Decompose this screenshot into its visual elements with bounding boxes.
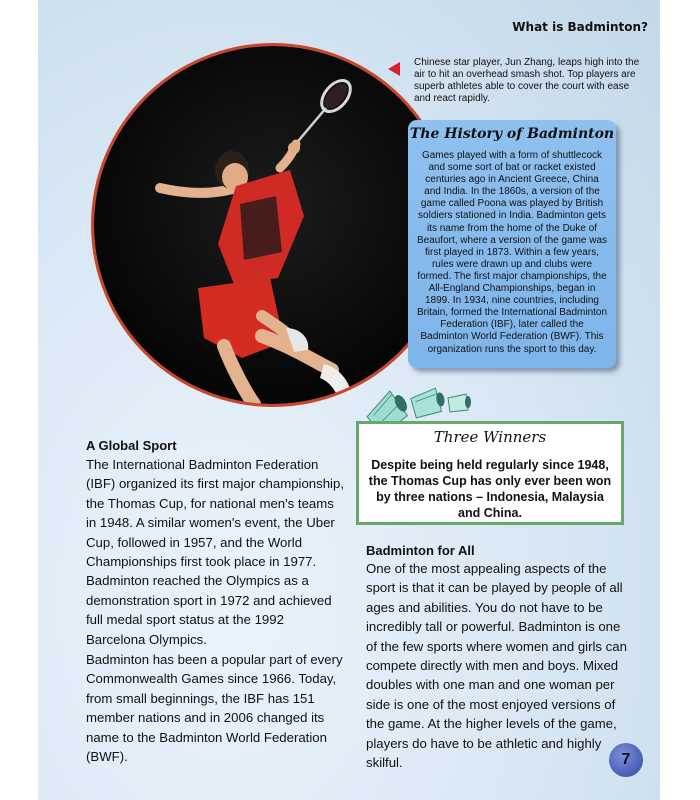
- player-illustration: [94, 46, 452, 404]
- page-number-badge: 7: [609, 743, 643, 777]
- page-header-title: What is Badminton?: [512, 20, 648, 34]
- global-sport-heading: A Global Sport: [86, 438, 177, 453]
- book-page: [38, 0, 660, 800]
- three-winners-box: [356, 421, 624, 525]
- three-winners-body: Despite being held regularly since 1948, the Thomas Cup has only ever been won by three nations – Indonesia, Malaysia and China.: [368, 458, 612, 520]
- history-box: [408, 120, 616, 368]
- badminton-for-all-heading: Badminton for All: [366, 543, 475, 558]
- history-box-title: The History of Badminton: [409, 126, 615, 142]
- photo-caption: Chinese star player, Jun Zhang, leaps high into the air to hit an overhead smash shot. Top players are superb athletes able to cover the court with ease and react rapidly.: [414, 57, 640, 104]
- caption-pointer-icon: [388, 62, 400, 76]
- player-photo: [94, 46, 452, 404]
- three-winners-title: Three Winners: [433, 428, 547, 446]
- history-box-body: Games played with a form of shuttlecock and some sort of bat or racket existed centuries ago in Ancient Greece, China and India. In the 1860s, a version of the game called Poona was played by British soldiers stationed in India. Badminton gets its name from the home of the Duke of Beaufort, where a version of the game was first played in 1873. Within a few years, rules were drawn up and clubs were formed. The first major championships, the All-England Championships, began in 1899. In 1934, nine countries, including Britain, formed the International Badminton Federation (IBF), later called the Badminton World Federation (BWF). This organization runs the sport to this day.: [416, 150, 608, 355]
- global-sport-paragraph-1: The International Badminton Federation (IBF) organized its first major championship, the Thomas Cup, for national men's teams in 1948. A similar women's event, the Uber Cup, followed in 1957, and the World Championships first took place in 1977. Badminton reached the Olympics as a demonstration sport in 1972 and achieved full medal sport status at the 1992 Barcelona Olympics.: [86, 457, 344, 647]
- global-sport-paragraph-2: Badminton has been a popular part of every Commonwealth Games since 1966. Today, from small beginnings, the IBF has 151 member nations and in 2006 changed its name to the Badminton World Federation (BWF).: [86, 652, 343, 765]
- racket-icon: [294, 75, 356, 146]
- badminton-for-all-paragraph: One of the most appealing aspects of the sport is that it can be played by people of all ages and abilities. You do not have to be incredibly tall or powerful. Badminton is one of the few sports where women and girls can compete directly with men and boys. Mixed doubles with one man and one woman per side is one of the most enjoyed versions of the game. At the higher levels of the game, players do have to be athletic and highly skilful.: [366, 561, 627, 771]
